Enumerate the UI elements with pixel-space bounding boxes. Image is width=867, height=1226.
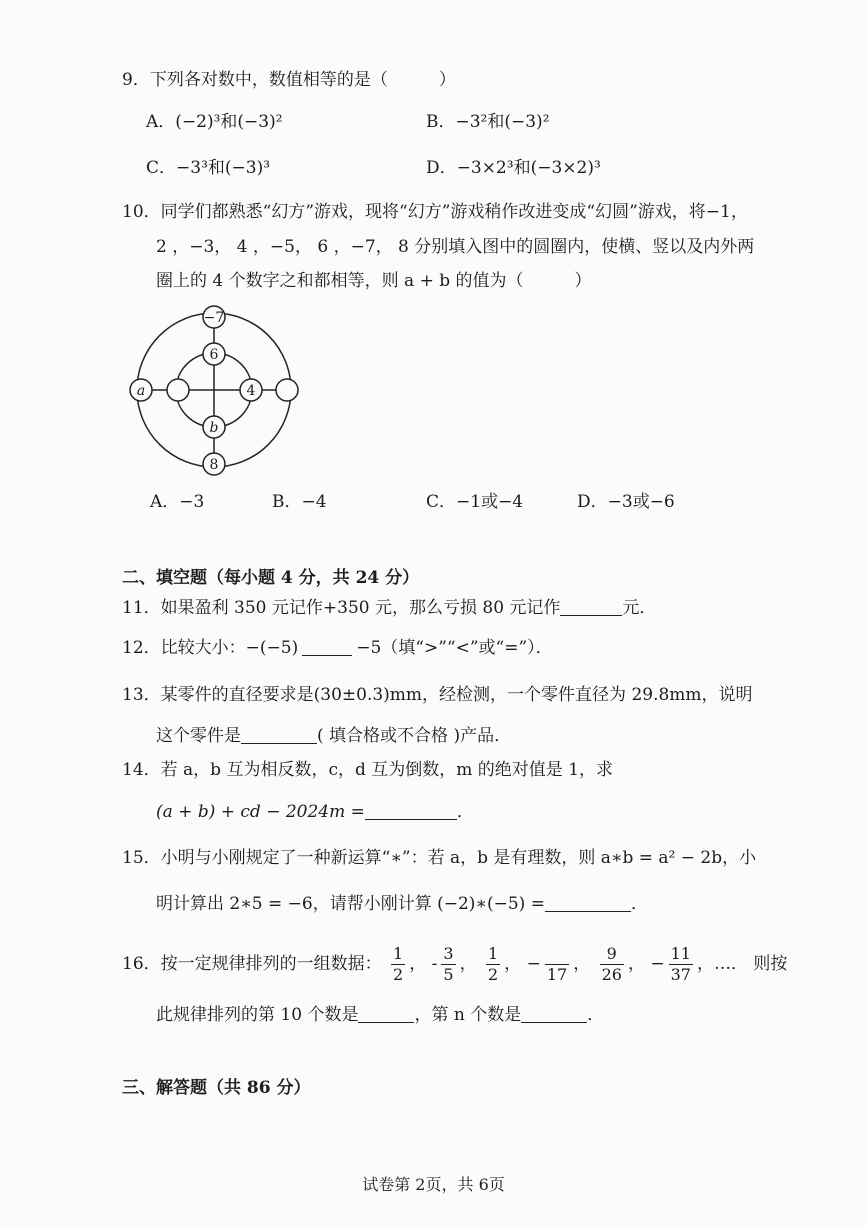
- fraction-6-sign: −: [650, 954, 665, 974]
- section-3-title: 三、解答题（共 86 分）: [122, 1078, 311, 1098]
- fraction-4-den: 17: [546, 965, 568, 984]
- q14-line1: 14．若 a，b 互为相反数，c，d 互为倒数，m 的绝对值是 1，求: [122, 760, 614, 780]
- q10-line2: 2 ，−3， 4 ，−5， 6 ，−7， 8 分别填入图中的圆圈内，使横、竖以及内外两: [156, 237, 755, 257]
- q9-stem: 9．下列各对数中，数值相等的是（ ）: [122, 70, 456, 90]
- q11: [122, 596, 656, 620]
- q9-option-b: B．−3²和(−3)²: [426, 112, 550, 132]
- q12: [122, 636, 553, 660]
- fraction-1-num: 1: [393, 944, 404, 963]
- q10-option-a: A．−3: [150, 492, 205, 512]
- fraction-3-den: 2: [487, 965, 499, 984]
- q10-line1: 10．同学们都熟悉“幻方”游戏，现将“幻方”游戏稍作改进变成“幻圆”游戏，将−1，: [122, 202, 748, 222]
- fraction-5: [600, 944, 624, 985]
- fraction-3-num: 1: [487, 944, 499, 963]
- fraction-4-sign: −: [526, 954, 541, 974]
- q16-answer-blank-1[interactable]: [358, 1004, 414, 1023]
- q16-line2-c: ．: [587, 1005, 605, 1025]
- label-bottom-inner: b: [209, 420, 219, 436]
- node-left-inner: [167, 379, 189, 401]
- q14-line2: [156, 800, 474, 824]
- q12-text-end: −5（填“>”“<”或“=”）．: [356, 638, 553, 658]
- q16-line2-b: ，第 n 个数是: [414, 1005, 522, 1025]
- fraction-6-num: 11: [670, 944, 691, 963]
- q10-option-b: B．−4: [272, 492, 327, 512]
- q13-text-end: ( 填合格或不合格 )产品．: [317, 726, 512, 746]
- fraction-4-num: [545, 944, 569, 965]
- fraction-5-den: 26: [601, 965, 622, 984]
- fraction-5-num: 9: [600, 944, 624, 965]
- section-2-title: 二、填空题（每小题 4 分，共 24 分）: [122, 568, 420, 588]
- fraction-2-num: 3: [443, 944, 454, 963]
- q9-option-c: C．−3³和(−3)³: [146, 158, 271, 178]
- label-bottom-outer: 8: [209, 457, 219, 473]
- q16-line2: [156, 1003, 604, 1027]
- fraction-1: [391, 944, 405, 985]
- q16-text: 16．按一定规律排列的一组数据：: [122, 954, 382, 974]
- fraction-2-sign: -: [431, 954, 438, 974]
- q11-text: 11．如果盈利 350 元记作+350 元，那么亏损 80 元记作: [122, 598, 561, 618]
- q9-option-a: A．(−2)³和(−3)²: [146, 112, 283, 132]
- node-right-outer: [276, 379, 298, 401]
- q12-answer-blank[interactable]: [302, 637, 352, 656]
- q13-text: 这个零件是: [156, 726, 241, 746]
- fraction-2: [441, 944, 455, 985]
- q15-line1: 15．小明与小刚规定了一种新运算“∗”：若 a，b 是有理数，则 a∗b = a² − 2b，小: [122, 848, 757, 868]
- q15-text: 明计算出 2∗5 = −6，请帮小刚计算 (−2)∗(−5) =: [156, 894, 545, 914]
- q16-line2-a: 此规律排列的第 10 个数是: [156, 1005, 359, 1025]
- label-left-outer: a: [136, 383, 146, 399]
- q11-answer-blank[interactable]: [560, 597, 622, 616]
- q13-answer-blank[interactable]: [241, 725, 317, 744]
- label-top-inner: 6: [209, 347, 219, 363]
- fraction-6-den: 37: [670, 965, 691, 984]
- q14-text-end: ．: [456, 802, 474, 822]
- label-top-outer: −7: [203, 310, 225, 326]
- q15-text-end: ．: [630, 894, 648, 914]
- q15-answer-blank[interactable]: [545, 893, 631, 912]
- fraction-6: [669, 944, 693, 985]
- fraction-3: [486, 944, 500, 985]
- q15-line2: [156, 892, 648, 916]
- q10-option-c: C．−1或−4: [426, 492, 524, 512]
- fraction-2-den: 5: [443, 965, 454, 984]
- magic-circle-diagram: [120, 300, 310, 480]
- label-right-inner: 4: [246, 383, 256, 399]
- q13-line1: 13．某零件的直径要求是(30±0.3)mm，经检测，一个零件直径为 29.8mm，说明: [122, 685, 753, 705]
- q11-text-end: 元．: [622, 598, 657, 618]
- q16-text-end: ，…． 则按: [696, 954, 788, 974]
- q16-answer-blank-2[interactable]: [521, 1004, 587, 1023]
- q10-line3: 圈上的 4 个数字之和都相等，则 a + b 的值为（ ）: [156, 271, 592, 291]
- page-footer: 试卷第 2页，共 6页: [362, 1175, 505, 1194]
- q13-line2: [156, 724, 511, 748]
- q12-text: 12．比较大小：−(−5): [122, 638, 299, 658]
- q14-answer-blank[interactable]: [365, 801, 457, 820]
- fraction-4: [545, 944, 569, 985]
- fraction-1-den: 2: [393, 965, 404, 984]
- q10-option-d: D．−3或−6: [577, 492, 675, 512]
- q14-expression: (a + b) + cd − 2024m =: [156, 802, 365, 822]
- q16-line1: 16．按一定规律排列的一组数据： $\frac{1}{2}$ ， - $\frac{3}{5}$ ， $\frac{1}{2}$ ， − 17 ， $\frac{9}{26}$ ， − $\frac{11}{37}$ ，…． 则按: [122, 944, 788, 984]
- q9-option-d: D．−3×2³和(−3×2)³: [426, 158, 601, 178]
